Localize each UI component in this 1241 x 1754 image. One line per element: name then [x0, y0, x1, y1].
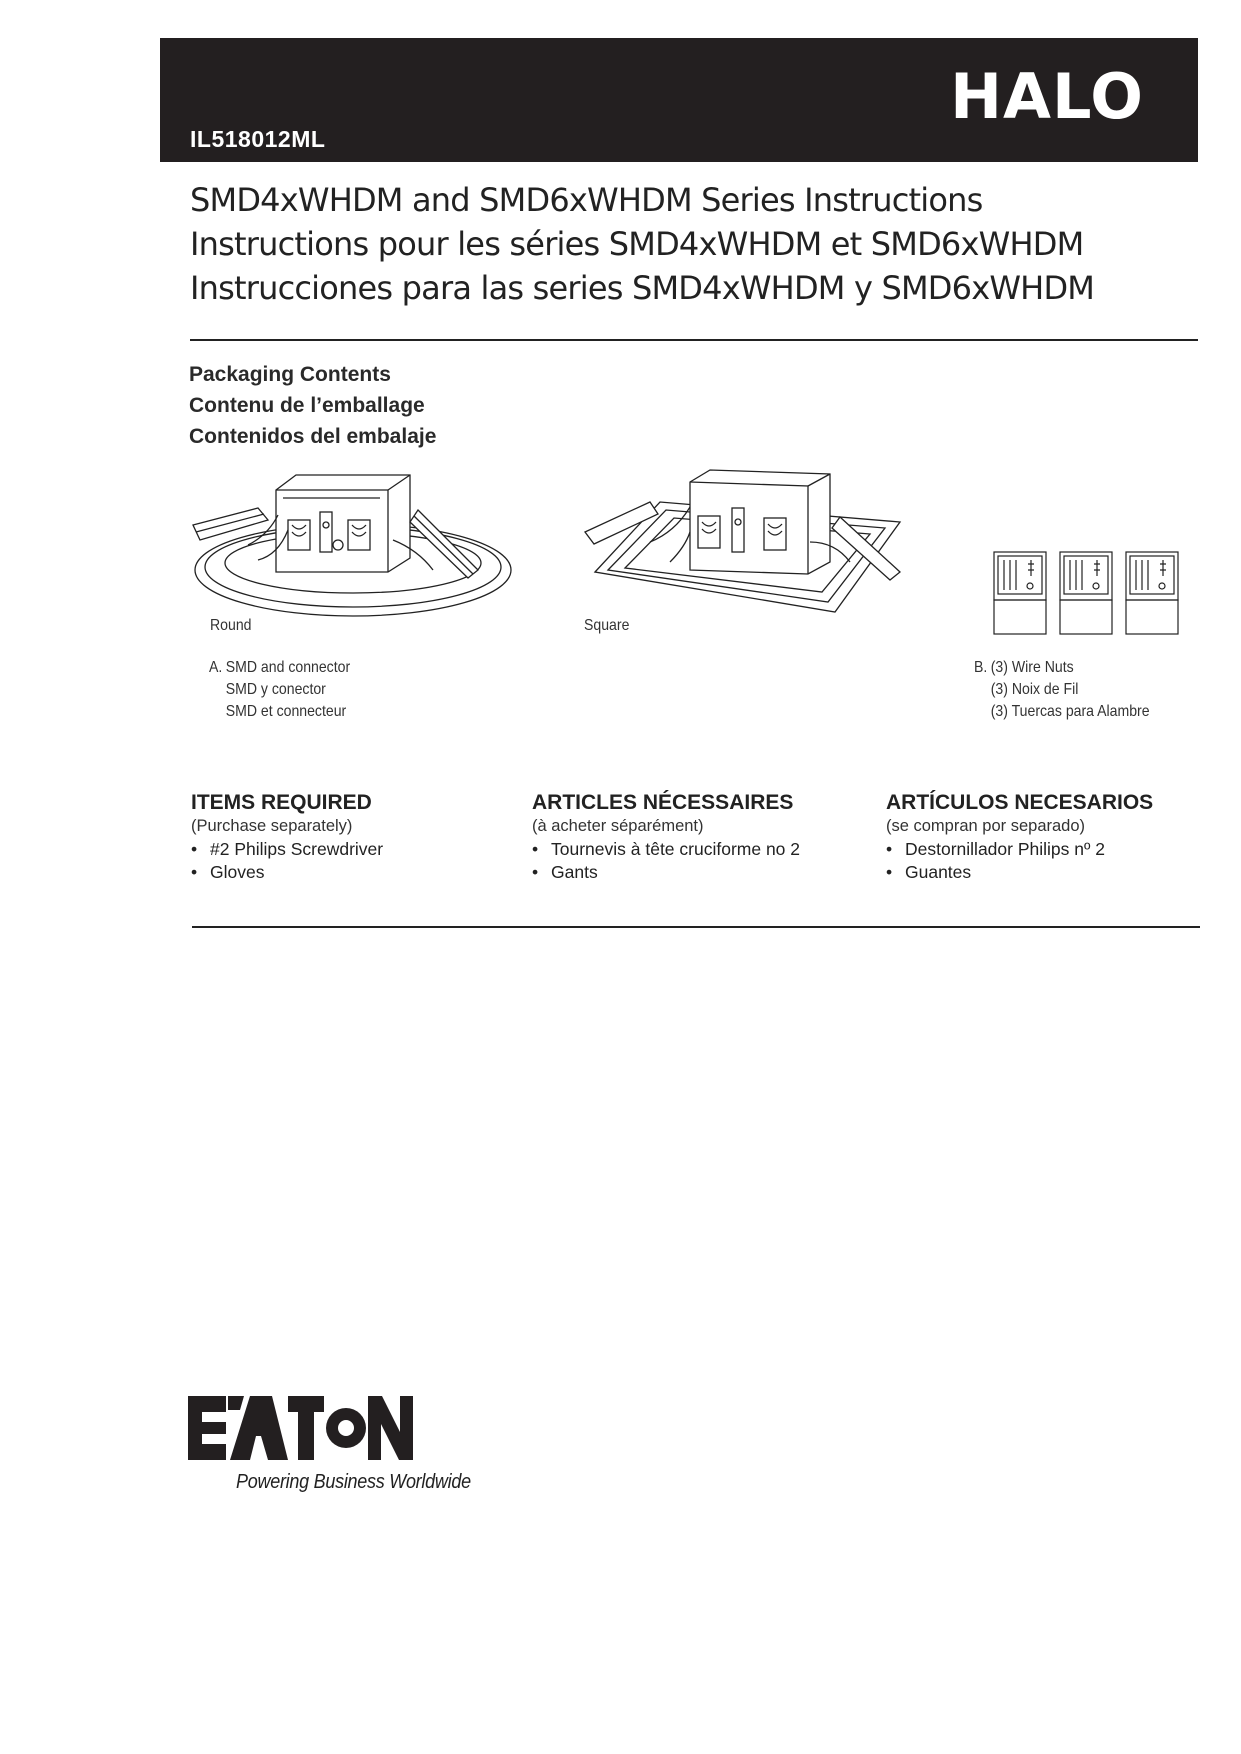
- list-item: • Gants: [532, 862, 598, 882]
- item-a-letter: A.: [209, 659, 223, 676]
- list-item: • Tournevis à tête cruciforme no 2: [532, 839, 801, 859]
- list-item: • Destornillador Philips nº 2: [886, 839, 1105, 859]
- header-bar: [160, 38, 1198, 162]
- round-smd-illustration: [188, 470, 533, 620]
- eaton-tagline: Powering Business Worldwide: [236, 1471, 471, 1493]
- list-item: • #2 Philips Screwdriver: [191, 839, 384, 859]
- items-required-list-es: [886, 838, 1153, 884]
- packaging-heading-es: Contenidos del embalaje: [189, 425, 437, 448]
- list-item: • Gloves: [191, 862, 265, 882]
- items-required-title-es: ARTÍCULOS NECESARIOS: [886, 791, 1154, 814]
- items-required-subtitle-en: (Purchase separately): [191, 817, 353, 835]
- items-required-list-en: [191, 838, 383, 884]
- wire-nuts-illustration: [990, 550, 1190, 640]
- divider-top: [190, 339, 1198, 341]
- packaging-heading-en: Packaging Contents: [189, 363, 391, 386]
- item-b-description: [974, 657, 1150, 723]
- item-a-line-fr: SMD et connecteur: [225, 703, 347, 720]
- item-a-description: [209, 657, 350, 723]
- square-caption: Square: [584, 617, 630, 634]
- packaging-heading: [189, 359, 436, 452]
- eaton-logo: [188, 1396, 413, 1465]
- item-b-line-en: (3) Wire Nuts: [990, 659, 1074, 676]
- packaging-heading-fr: Contenu de l’emballage: [189, 394, 425, 417]
- square-smd-illustration: [580, 462, 920, 622]
- item-b-line-es: (3) Tuercas para Alambre: [990, 703, 1150, 720]
- items-required-title-en: ITEMS REQUIRED: [191, 791, 372, 814]
- title-spanish: Instrucciones para las series SMD4xWHDM y SMD6xWHDM: [190, 269, 1095, 307]
- document-code: IL518012ML: [190, 126, 326, 152]
- items-required-english: [191, 790, 383, 884]
- document-titles: [190, 178, 1190, 310]
- items-required-subtitle-fr: (à acheter séparément): [532, 817, 704, 835]
- list-item: • Guantes: [886, 862, 972, 882]
- round-caption: Round: [210, 617, 252, 634]
- item-b-letter: B.: [974, 659, 988, 676]
- item-a-line-en: SMD and connector: [225, 659, 351, 676]
- items-required-spanish: [886, 790, 1153, 884]
- title-french: Instructions pour les séries SMD4xWHDM et SMD6xWHDM: [190, 225, 1084, 263]
- halo-brand-logo: HALO: [950, 60, 1144, 133]
- items-required-french: [532, 790, 800, 884]
- items-required-list-fr: [532, 838, 800, 884]
- title-english: SMD4xWHDM and SMD6xWHDM Series Instructions: [190, 181, 983, 219]
- item-a-line-es: SMD y conector: [225, 681, 326, 698]
- item-b-line-fr: (3) Noix de Fil: [990, 681, 1079, 698]
- items-required-title-fr: ARTICLES NÉCESSAIRES: [532, 791, 794, 814]
- divider-bottom: [192, 926, 1200, 928]
- items-required-subtitle-es: (se compran por separado): [886, 817, 1086, 835]
